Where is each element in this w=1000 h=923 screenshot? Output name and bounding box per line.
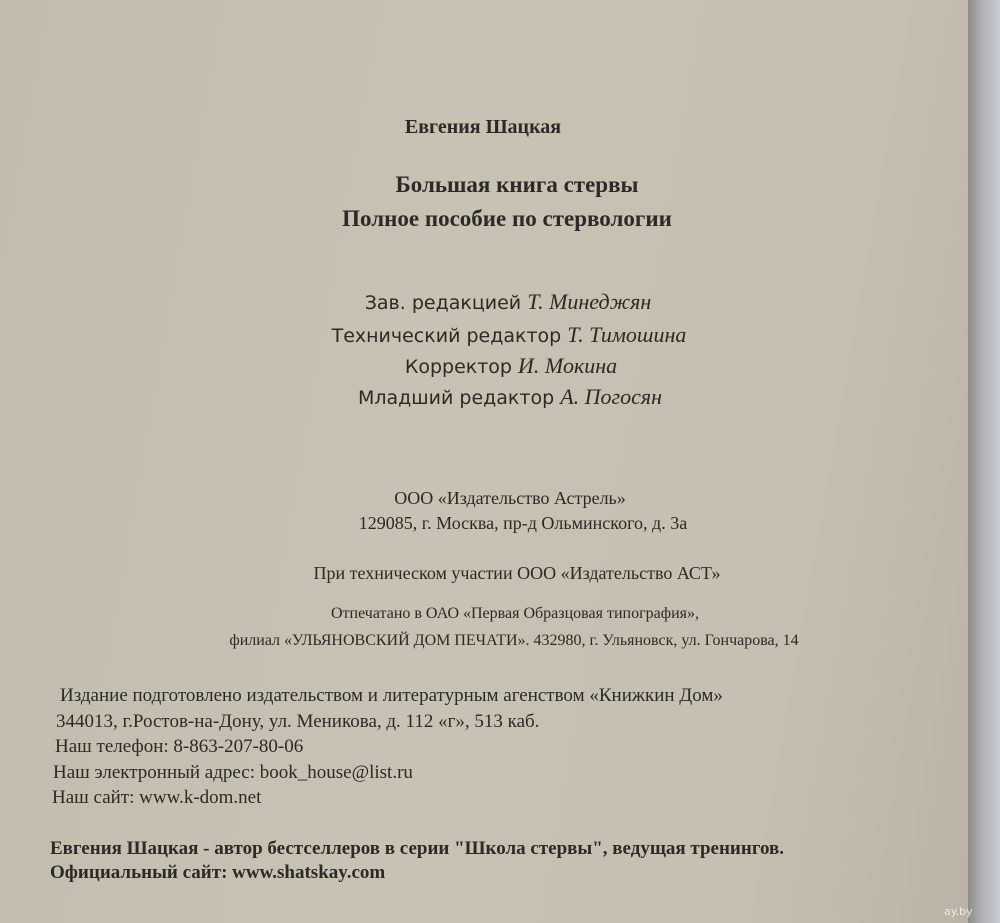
author-name: Евгения Шацкая xyxy=(404,116,562,138)
credit-role: Корректор xyxy=(404,356,512,378)
credit-name: Т. Тимошина xyxy=(567,322,687,347)
credit-role: Зав. редакцией xyxy=(364,292,522,314)
credit-role: Технический редактор xyxy=(331,325,562,347)
agency-phone: Наш телефон: 8-863-207-80-06 xyxy=(55,736,304,757)
credit-name: Т. Минеджян xyxy=(527,289,652,314)
agency-line: Издание подготовлено издательством и литературным агенством «Книжкин Дом» xyxy=(60,685,723,706)
author-bio: Евгения Шацкая - автор бестселлеров в серии "Школа стервы", ведущая тренингов. xyxy=(50,838,785,859)
publisher-name: ООО «Издательство Астрель» xyxy=(394,488,626,508)
credit-line xyxy=(365,289,652,315)
watermark: ay.by xyxy=(944,905,973,918)
agency-email: Наш электронный адрес: book_house@list.ru xyxy=(53,762,413,783)
credit-name: А. Погосян xyxy=(560,384,663,409)
credit-line xyxy=(405,353,617,379)
official-site: Официальный сайт: www.shatskay.com xyxy=(50,862,386,883)
credit-line xyxy=(358,384,662,410)
book-title: Большая книга стервы xyxy=(395,172,639,197)
printing-line: Отпечатано в ОАО «Первая Образцовая типография», xyxy=(330,605,700,622)
credit-line xyxy=(332,322,687,348)
credit-name: И. Мокина xyxy=(518,353,618,378)
background-edge xyxy=(968,0,1000,923)
printing-line: филиал «УЛЬЯНОВСКИЙ ДОМ ПЕЧАТИ». 432980, г. Ульяновск, ул. Гончарова, 14 xyxy=(229,632,799,649)
agency-address: 344013, г.Ростов-на-Дону, ул. Меникова, д. 112 «г», 513 каб. xyxy=(56,711,540,732)
technical-participation: При техническом участии ООО «Издательство АСТ» xyxy=(313,563,721,583)
agency-site: Наш сайт: www.k-dom.net xyxy=(52,787,262,808)
book-subtitle: Полное пособие по стервологии xyxy=(342,206,672,231)
credit-role: Младший редактор xyxy=(357,387,555,409)
publisher-address: 129085, г. Москва, пр-д Ольминского, д. 3а xyxy=(358,513,688,533)
